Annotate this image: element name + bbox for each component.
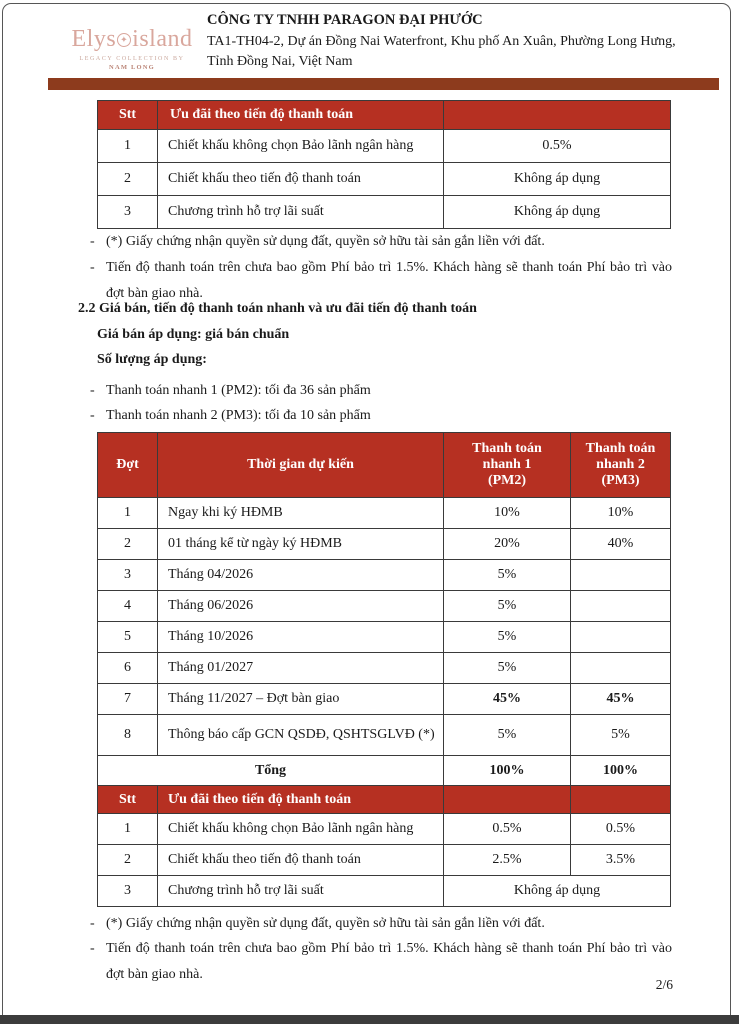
total-row — [98, 756, 671, 786]
col-header-pm2: Thanh toán nhanh 1 (PM2) — [444, 433, 571, 498]
total-pm2: 100% — [444, 756, 571, 786]
row-number: 1 — [98, 814, 158, 845]
table-header-row — [98, 101, 671, 130]
pm2-value: 5% — [444, 591, 571, 622]
schedule-row — [98, 715, 671, 756]
footnote-maintenance-fee: - Tiến độ thanh toán trên chưa bao gồm Phí bảo trì 1.5%. Khách hàng sẽ thanh toán Phí bảo trì vào đợt bàn giao nhà. — [90, 255, 672, 307]
installment-number: 4 — [98, 591, 158, 622]
company-logo — [68, 26, 196, 71]
installment-number: 7 — [98, 684, 158, 715]
total-label: Tổng — [98, 756, 444, 786]
promo-row — [98, 845, 671, 876]
installment-number: 6 — [98, 653, 158, 684]
pm3-value: 10% — [571, 498, 671, 529]
page-number: 2/6 — [655, 977, 673, 992]
installment-number: 1 — [98, 498, 158, 529]
installment-time: Tháng 06/2026 — [158, 591, 444, 622]
row-number: 3 — [98, 196, 158, 229]
promo-label: Chương trình hỗ trợ lãi suất — [158, 876, 444, 907]
installment-time: Thông báo cấp GCN QSDĐ, QSHTSGLVĐ (*) — [158, 715, 444, 756]
discount-table-standard — [97, 100, 671, 229]
merged-value: Không áp dụng — [444, 876, 671, 907]
row-number: 1 — [98, 130, 158, 163]
footnote-certificate: - (*) Giấy chứng nhận quyền sử dụng đất, quyền sở hữu tài sản gắn liền với đất. — [90, 911, 672, 937]
quantity-bullet-pm2: - Thanh toán nhanh 1 (PM2): tối đa 36 sản phẩm — [90, 378, 650, 404]
row-number: 2 — [98, 163, 158, 196]
pm2-value: 5% — [444, 622, 571, 653]
promo-label: Chiết khấu theo tiến độ thanh toán — [158, 163, 444, 196]
promo-label: Chiết khấu không chọn Bảo lãnh ngân hàng — [158, 814, 444, 845]
logo-caption: LEGACY COLLECTION BY — [79, 56, 185, 62]
promo-row — [98, 814, 671, 845]
footnote-certificate: - (*) Giấy chứng nhận quyền sử dụng đất, quyền sở hữu tài sản gắn liền với đất. — [90, 229, 672, 255]
compass-icon — [117, 33, 131, 47]
promo-label: Chương trình hỗ trợ lãi suất — [158, 196, 444, 229]
section-heading: 2.2 Giá bán, tiến độ thanh toán nhanh và ưu đãi tiến độ thanh toán — [78, 301, 477, 316]
pm3-value: 5% — [571, 715, 671, 756]
company-info — [207, 12, 677, 71]
table-row — [98, 196, 671, 229]
schedule-row — [98, 684, 671, 715]
col-header-time: Thời gian dự kiến — [158, 433, 444, 498]
logo-word-left: Elys — [71, 26, 117, 52]
schedule-row — [98, 591, 671, 622]
pm3-value: 3.5% — [571, 845, 671, 876]
promo-label: Chiết khấu không chọn Bảo lãnh ngân hàng — [158, 130, 444, 163]
quantity-bullet-pm3: - Thanh toán nhanh 2 (PM3): tối đa 10 sản phẩm — [90, 403, 650, 429]
promo-label: Chiết khấu theo tiến độ thanh toán — [158, 845, 444, 876]
pm3-value — [571, 591, 671, 622]
row-number: 3 — [98, 876, 158, 907]
col-header-stt: Stt — [98, 101, 158, 130]
installment-time: Tháng 04/2026 — [158, 560, 444, 591]
pm2-value: 0.5% — [444, 814, 571, 845]
pm3-value: 0.5% — [571, 814, 671, 845]
schedule-row — [98, 498, 671, 529]
col-header-empty — [444, 101, 671, 130]
table-row — [98, 163, 671, 196]
installment-number: 5 — [98, 622, 158, 653]
promo-value: 0.5% — [444, 130, 671, 163]
pm2-value: 5% — [444, 653, 571, 684]
pm2-value: 5% — [444, 560, 571, 591]
col-header-promo: Ưu đãi theo tiến độ thanh toán — [158, 786, 444, 814]
pm3-value — [571, 653, 671, 684]
schedule-row — [98, 529, 671, 560]
viewer-bottom-bar — [0, 1015, 739, 1024]
row-number: 2 — [98, 845, 158, 876]
schedule-header-row — [98, 433, 671, 498]
installment-number: 2 — [98, 529, 158, 560]
pm2-value: 2.5% — [444, 845, 571, 876]
promo-value: Không áp dụng — [444, 196, 671, 229]
payment-schedule-table — [97, 432, 671, 907]
promo-header-row — [98, 786, 671, 814]
pm2-value: 5% — [444, 715, 571, 756]
installment-time: Tháng 10/2026 — [158, 622, 444, 653]
col-header-empty — [571, 786, 671, 814]
pm3-value — [571, 560, 671, 591]
schedule-row — [98, 560, 671, 591]
pm3-value — [571, 622, 671, 653]
price-applied-line: Giá bán áp dụng: giá bán chuẩn — [97, 327, 290, 342]
installment-time: Ngay khi ký HĐMB — [158, 498, 444, 529]
company-address: TA1-TH04-2, Dự án Đồng Nai Waterfront, Khu phố An Xuân, Phường Long Hưng, Tỉnh Đồng Nai, Việt Nam — [207, 34, 676, 69]
installment-time: 01 tháng kể từ ngày ký HĐMB — [158, 529, 444, 560]
pm2-value: 45% — [444, 684, 571, 715]
logo-wordmark — [68, 26, 196, 53]
installment-time: Tháng 11/2027 – Đợt bàn giao — [158, 684, 444, 715]
pm3-value: 45% — [571, 684, 671, 715]
installment-number: 3 — [98, 560, 158, 591]
company-name: CÔNG TY TNHH PARAGON ĐẠI PHƯỚC — [207, 12, 483, 28]
promo-row — [98, 876, 671, 907]
pm2-value: 10% — [444, 498, 571, 529]
quantity-applied-line: Số lượng áp dụng: — [97, 352, 207, 367]
col-header-pm3: Thanh toán nhanh 2 (PM3) — [571, 433, 671, 498]
logo-brand: NAM LONG — [109, 64, 155, 71]
col-header-stt: Stt — [98, 786, 158, 814]
col-header-promo: Ưu đãi theo tiến độ thanh toán — [158, 101, 444, 130]
logo-word-right: island — [132, 26, 193, 52]
header-divider — [48, 78, 719, 90]
total-pm3: 100% — [571, 756, 671, 786]
col-header-empty — [444, 786, 571, 814]
footnote-maintenance-fee: - Tiến độ thanh toán trên chưa bao gồm Phí bảo trì 1.5%. Khách hàng sẽ thanh toán Phí bảo trì vào đợt bàn giao nhà. — [90, 936, 672, 988]
pm2-value: 20% — [444, 529, 571, 560]
col-header-dot: Đợt — [98, 433, 158, 498]
table-row — [98, 130, 671, 163]
schedule-row — [98, 622, 671, 653]
promo-value: Không áp dụng — [444, 163, 671, 196]
installment-time: Tháng 01/2027 — [158, 653, 444, 684]
pm3-value: 40% — [571, 529, 671, 560]
schedule-row — [98, 653, 671, 684]
installment-number: 8 — [98, 715, 158, 756]
